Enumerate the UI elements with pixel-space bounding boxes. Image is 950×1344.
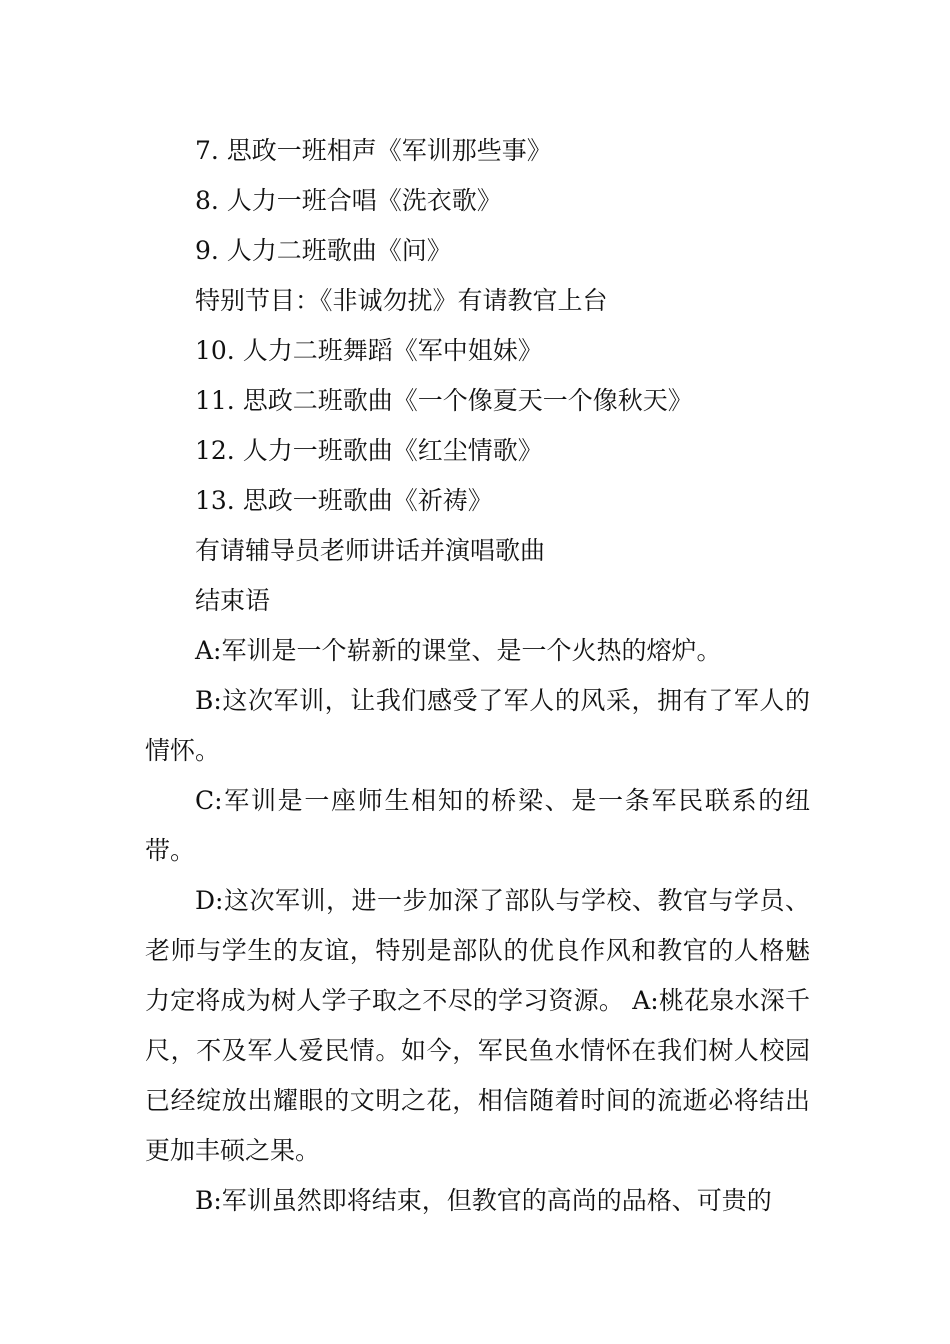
closing-paragraph-c: C:军训是一座师生相知的桥梁、是一条军民联系的纽带。 bbox=[145, 786, 810, 865]
document-body bbox=[145, 126, 810, 1226]
closing-paragraph-d: D:这次军训，进一步加深了部队与学校、教官与学员、老师与学生的友谊，特别是部队的优良作风和教官的人格魅力定将成为树人学子取之不尽的学习资源。 A:桃花泉水深千尺，不及军人爱民情。如今，军民鱼水情怀在我们树人校园已经绽放出耀眼的文明之花，相信随着时间的流逝必将结出更加丰硕之果。 bbox=[145, 886, 810, 1165]
program-item-8: 8. 人力一班合唱《洗衣歌》 bbox=[195, 186, 502, 215]
program-item-12: 12. 人力一班歌曲《红尘情歌》 bbox=[195, 436, 543, 465]
program-special-item: 特别节目：《非诚勿扰》有请教官上台 bbox=[195, 286, 608, 315]
program-item-7: 7. 思政一班相声《军训那些事》 bbox=[195, 136, 552, 165]
program-item-9: 9. 人力二班歌曲《问》 bbox=[195, 236, 452, 265]
closing-heading: 结束语 bbox=[195, 586, 271, 615]
program-item-13: 13. 思政一班歌曲《祈祷》 bbox=[195, 486, 493, 515]
program-counselor-speech: 有请辅导员老师讲话并演唱歌曲 bbox=[195, 536, 546, 565]
program-item-10: 10. 人力二班舞蹈《军中姐妹》 bbox=[195, 336, 543, 365]
closing-paragraph-a: A:军训是一个崭新的课堂、是一个火热的熔炉。 bbox=[195, 636, 722, 665]
closing-paragraph-b2: B:军训虽然即将结束，但教官的高尚的品格、可贵的 bbox=[195, 1186, 772, 1215]
program-item-11: 11. 思政二班歌曲《一个像夏天一个像秋天》 bbox=[195, 386, 693, 415]
closing-paragraph-b: B:这次军训，让我们感受了军人的风采，拥有了军人的情怀。 bbox=[145, 686, 810, 765]
